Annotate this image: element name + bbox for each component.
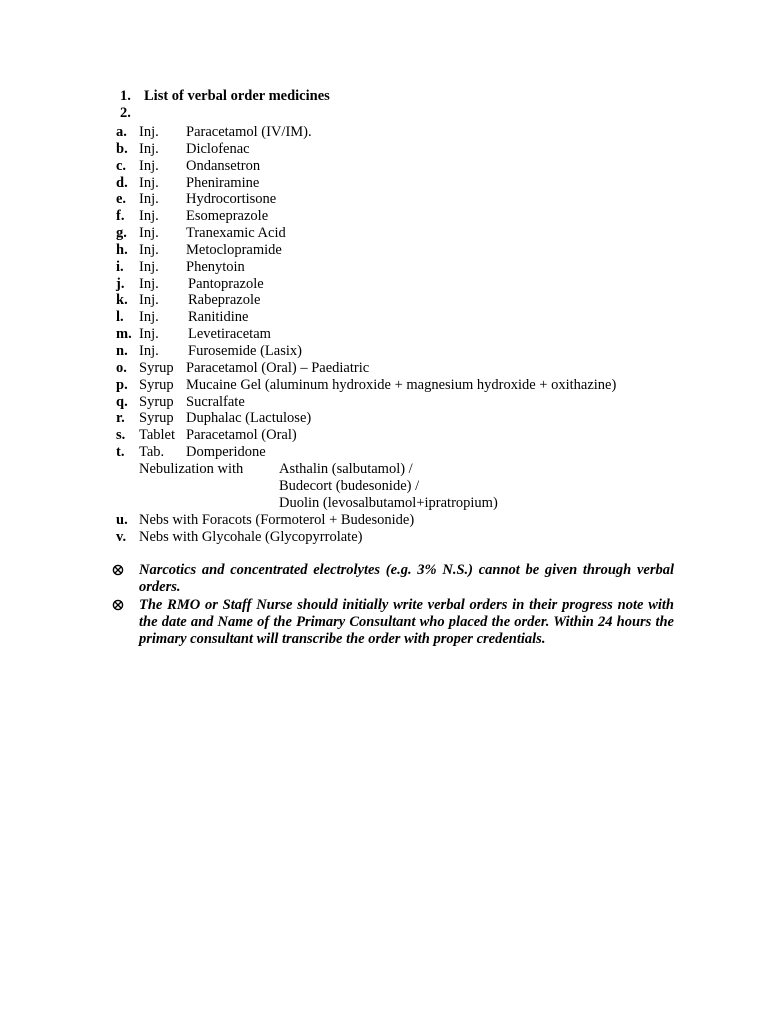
- list-item: [116, 427, 716, 444]
- item-letter: q.: [116, 393, 128, 410]
- note-text: The RMO or Staff Nurse should initially write verbal orders in their progress note with the date and Name of the Primary Consultant who placed the order. Within 24 hours the primary consultant will transcribe the order with proper credentials.: [139, 596, 674, 647]
- nebulization-label: Nebulization with: [139, 460, 244, 477]
- list-item: [116, 141, 716, 158]
- item-name: Paracetamol (IV/IM).: [186, 124, 312, 140]
- item-letter: g.: [116, 225, 127, 242]
- item-form: Inj.: [139, 157, 159, 174]
- item-letter: b.: [116, 140, 128, 157]
- item-form: Inj.: [139, 124, 159, 140]
- list-item: [116, 360, 716, 377]
- item-name: Domperidone: [186, 444, 266, 461]
- list-item: [116, 377, 716, 394]
- item-form: Syrup: [139, 410, 174, 427]
- item-form: Inj.: [139, 275, 159, 292]
- item-name: Paracetamol (Oral) – Paediatric: [186, 359, 370, 376]
- list-item: [116, 292, 716, 309]
- item-letter: m.: [116, 326, 132, 343]
- list-item: [116, 444, 716, 461]
- item-form: Inj.: [139, 174, 159, 191]
- item-letter: r.: [116, 410, 125, 427]
- item-form: Inj.: [139, 241, 159, 258]
- item-form: Inj.: [139, 225, 159, 242]
- list-item: [116, 242, 716, 259]
- item-name: Esomeprazole: [186, 208, 269, 225]
- list-item: [116, 225, 716, 242]
- item-form: Inj.: [139, 140, 159, 157]
- item-name: Pheniramine: [186, 174, 260, 191]
- item-name: Diclofenac: [186, 140, 250, 157]
- list-item: [116, 529, 716, 546]
- heading-number-2: 2.: [120, 105, 131, 121]
- heading-row: [120, 88, 330, 105]
- nebulization-option: Budecort (budesonide) /: [279, 477, 420, 494]
- item-letter: o.: [116, 359, 127, 376]
- item-letter: t.: [116, 444, 125, 461]
- list-item: [116, 276, 716, 293]
- medicine-list: [116, 124, 716, 546]
- item-form: Inj.: [139, 258, 159, 275]
- item-name: Tranexamic Acid: [186, 225, 286, 242]
- item-text: Nebs with Glycohale (Glycopyrrolate): [139, 528, 363, 545]
- item-form: Tab.: [139, 444, 165, 461]
- item-letter: l.: [116, 309, 124, 326]
- item-name: Phenytoin: [186, 258, 245, 275]
- item-form: Inj.: [139, 191, 159, 208]
- item-form: Inj.: [139, 208, 159, 225]
- item-name: Metoclopramide: [186, 241, 282, 258]
- item-name: Furosemide (Lasix): [188, 342, 302, 359]
- item-name: Pantoprazole: [188, 275, 264, 292]
- item-name: Paracetamol (Oral): [186, 427, 297, 444]
- list-item: [116, 175, 716, 192]
- item-letter: u.: [116, 511, 128, 528]
- nebulization-block: [116, 461, 716, 512]
- item-letter: i.: [116, 258, 124, 275]
- item-letter: n.: [116, 342, 128, 359]
- list-item: [116, 410, 716, 427]
- list-item: [116, 158, 716, 175]
- heading-row-2: [120, 105, 144, 122]
- list-item: [116, 124, 716, 141]
- note-item: [112, 597, 674, 648]
- item-letter: c.: [116, 157, 127, 174]
- item-name: Ondansetron: [186, 157, 261, 174]
- item-form: Inj.: [139, 309, 159, 326]
- item-name: Rabeprazole: [188, 292, 261, 309]
- item-form: Tablet: [139, 427, 176, 444]
- circled-cross-icon: [112, 564, 124, 576]
- item-name: Hydrocortisone: [186, 191, 277, 208]
- nebulization-option: Asthalin (salbutamol) /: [279, 460, 413, 477]
- item-name: Duphalac (Lactulose): [186, 410, 312, 427]
- heading-number-1: 1.: [120, 88, 131, 104]
- circled-cross-icon: [112, 599, 124, 611]
- list-item: [116, 512, 716, 529]
- item-form: Syrup: [139, 376, 174, 393]
- item-letter: s.: [116, 427, 126, 444]
- item-form: Inj.: [139, 342, 159, 359]
- heading-title: List of verbal order medicines: [144, 88, 330, 104]
- item-letter: f.: [116, 208, 125, 225]
- nebulization-option: Duolin (levosalbutamol+ipratropium): [279, 494, 498, 511]
- list-item: [116, 309, 716, 326]
- item-name: Levetiracetam: [188, 326, 271, 343]
- item-letter: k.: [116, 292, 128, 309]
- item-form: Inj.: [139, 326, 159, 343]
- item-form: Syrup: [139, 393, 174, 410]
- item-name: Ranitidine: [188, 309, 249, 326]
- item-form: Inj.: [139, 292, 159, 309]
- item-name: Sucralfate: [186, 393, 245, 410]
- item-letter: e.: [116, 191, 127, 208]
- item-letter: v.: [116, 528, 127, 545]
- nebulization-options: [279, 461, 498, 512]
- item-letter: h.: [116, 241, 128, 258]
- item-letter: d.: [116, 174, 128, 191]
- notes-list: [112, 562, 674, 649]
- item-name: Mucaine Gel (aluminum hydroxide + magnesium hydroxide + oxithazine): [186, 376, 617, 393]
- list-item: [116, 208, 716, 225]
- note-item: [112, 562, 674, 596]
- list-item: [116, 259, 716, 276]
- item-letter: a.: [116, 124, 127, 140]
- list-item: [116, 394, 716, 411]
- item-letter: p.: [116, 376, 128, 393]
- item-text: Nebs with Foracots (Formoterol + Budesonide): [139, 511, 415, 528]
- list-item: [116, 191, 716, 208]
- list-item: [116, 343, 716, 360]
- list-item: [116, 326, 716, 343]
- note-text: Narcotics and concentrated electrolytes (e.g. 3% N.S.) cannot be given through verbal orders.: [139, 562, 674, 595]
- item-letter: j.: [116, 275, 125, 292]
- item-form: Syrup: [139, 359, 174, 376]
